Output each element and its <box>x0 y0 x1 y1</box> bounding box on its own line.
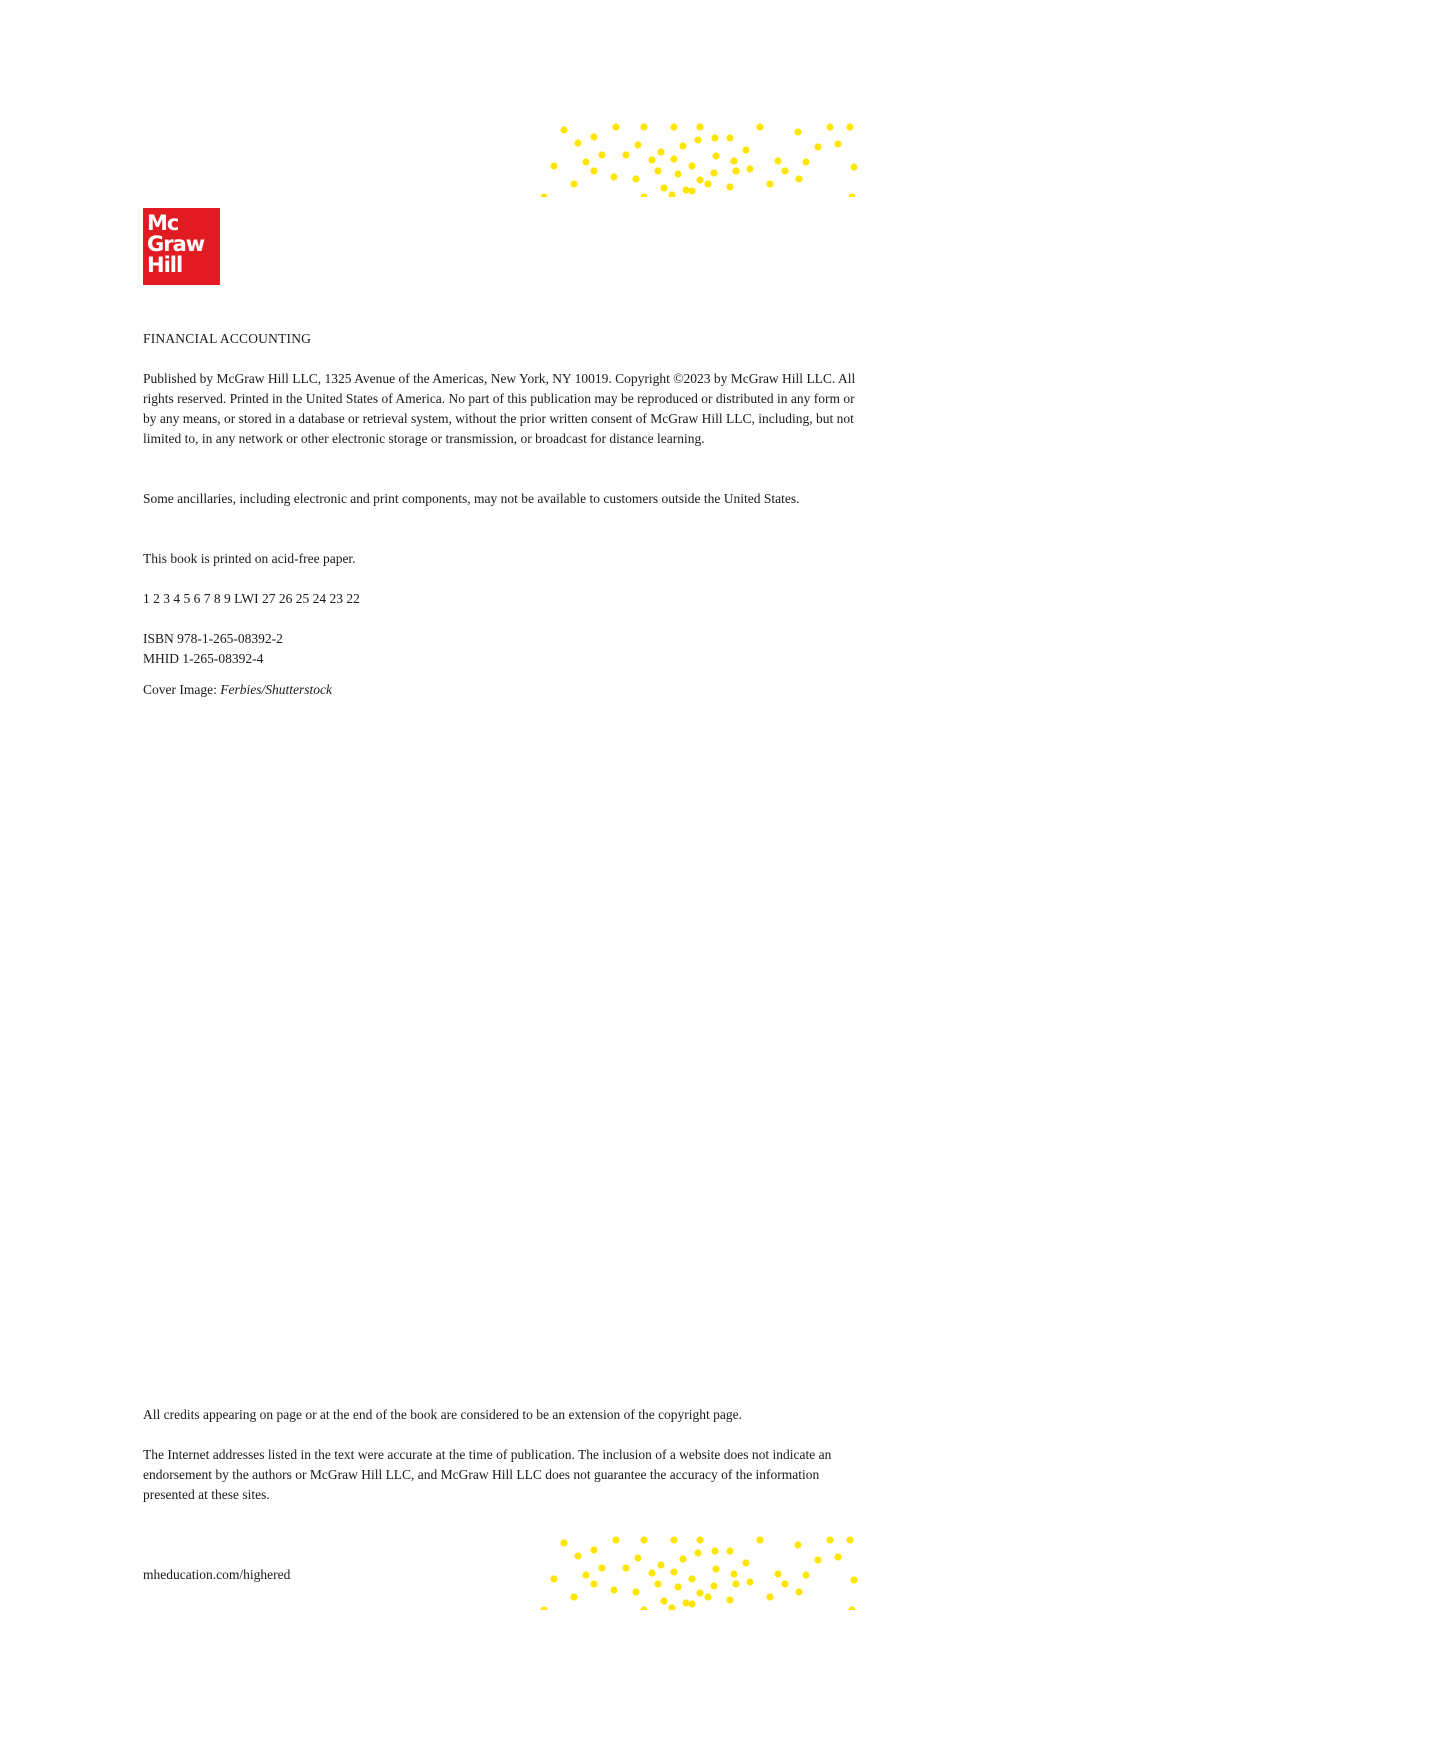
decorative-dot <box>726 1547 733 1554</box>
decorative-dot <box>766 1593 773 1600</box>
decorative-dot <box>781 167 788 174</box>
decorative-dot <box>846 123 853 130</box>
decorative-dot <box>654 1580 661 1587</box>
decorative-dot <box>726 183 733 190</box>
decorative-dot <box>732 167 739 174</box>
cover-image-credit <box>143 680 863 700</box>
website-url: mheducation.com/highered <box>143 1567 291 1582</box>
decorative-dot <box>682 1599 689 1606</box>
decorative-dot <box>710 1582 717 1589</box>
print-line: 1 2 3 4 5 6 7 8 9 LWI 27 26 25 24 23 22 <box>143 591 360 606</box>
decorative-dot <box>730 1570 737 1577</box>
cover-image-label: Cover Image: <box>143 682 221 697</box>
decorative-dot <box>726 134 733 141</box>
decorative-dot <box>540 193 547 197</box>
decorative-dot <box>682 186 689 193</box>
decorative-dot <box>582 1571 589 1578</box>
decorative-dot <box>704 180 711 187</box>
decorative-dot <box>640 123 647 130</box>
decorative-dot <box>610 173 617 180</box>
decorative-dot <box>732 1580 739 1587</box>
decorative-dot <box>550 1575 557 1582</box>
decorative-dot <box>632 1588 639 1595</box>
logo-line-graw: Graw <box>147 232 205 256</box>
decorative-dot <box>612 1536 619 1543</box>
decorative-dot <box>570 180 577 187</box>
decorative-dot <box>696 1536 703 1543</box>
decorative-dot <box>674 1583 681 1590</box>
isbn-number: ISBN 978-1-265-08392-2 <box>143 631 283 646</box>
logo-line-mc: Mc <box>147 211 179 235</box>
decorative-dot <box>590 1580 597 1587</box>
decorative-dot <box>640 1606 647 1610</box>
credits-paragraph: All credits appearing on page or at the end of the book are considered to be an extension of the copyright page. <box>143 1407 743 1422</box>
decorative-dot <box>640 1536 647 1543</box>
decorative-dot <box>679 142 686 149</box>
decorative-dot <box>712 1565 719 1572</box>
decorative-dot <box>648 1569 655 1576</box>
decorative-dot <box>694 1549 701 1556</box>
decorative-dot <box>598 151 605 158</box>
decorative-dot <box>846 1536 853 1543</box>
publisher-copyright-paragraph: Published by McGraw Hill LLC, 1325 Avenue of the Americas, New York, NY 10019. Copyright ©2023 by McGraw Hill LLC. All rights reserved. Printed in the United States of America. No part of this publication may be reproduced or distributed in any form or by any means, or stored in a database or retrieval system, without the prior written consent of McGraw Hill LLC, including, but not limited to, in any network or other electronic storage or transmission, or broadcast for distance learning. <box>143 371 856 446</box>
decorative-dot <box>670 1536 677 1543</box>
decorative-dot <box>766 180 773 187</box>
decorative-dot <box>774 1570 781 1577</box>
dot-pattern-graphic <box>540 1536 890 1610</box>
decorative-dot <box>688 187 695 194</box>
decorative-dot <box>742 146 749 153</box>
decorative-dot <box>848 193 855 197</box>
decorative-dot <box>574 139 581 146</box>
decorative-dot <box>657 1561 664 1568</box>
decorative-dot <box>610 1586 617 1593</box>
decorative-dot <box>694 136 701 143</box>
decorative-dot <box>850 163 857 170</box>
decorative-dot <box>582 158 589 165</box>
decorative-dot <box>540 1606 547 1610</box>
decorative-dot <box>679 1555 686 1562</box>
decorative-dot-pattern-bottom <box>540 1536 890 1610</box>
decorative-dot <box>560 1539 567 1546</box>
decorative-dot <box>826 123 833 130</box>
mhid-number: MHID 1-265-08392-4 <box>143 651 264 666</box>
decorative-dot <box>696 1589 703 1596</box>
decorative-dot <box>590 167 597 174</box>
decorative-dot <box>660 1597 667 1604</box>
decorative-dot <box>774 157 781 164</box>
decorative-dot <box>795 1588 802 1595</box>
decorative-dot <box>746 1578 753 1585</box>
decorative-dot <box>814 143 821 150</box>
book-title: FINANCIAL ACCOUNTING <box>143 331 312 346</box>
decorative-dot <box>634 141 641 148</box>
decorative-dot <box>657 148 664 155</box>
decorative-dot <box>632 175 639 182</box>
decorative-dot <box>826 1536 833 1543</box>
decorative-dot <box>710 169 717 176</box>
decorative-dot <box>634 1554 641 1561</box>
decorative-dot <box>590 1546 597 1553</box>
dot-pattern-graphic <box>540 123 890 197</box>
decorative-dot <box>711 1547 718 1554</box>
decorative-dot <box>814 1556 821 1563</box>
decorative-dot <box>670 123 677 130</box>
decorative-dot <box>688 162 695 169</box>
decorative-dot <box>802 158 809 165</box>
decorative-dot <box>668 1604 675 1610</box>
decorative-dot <box>834 140 841 147</box>
decorative-dot <box>742 1559 749 1566</box>
decorative-dot <box>756 1536 763 1543</box>
decorative-dot <box>654 167 661 174</box>
cover-image-source: Ferbies/Shutterstock <box>220 682 332 697</box>
decorative-dot <box>640 193 647 197</box>
decorative-dot <box>696 123 703 130</box>
decorative-dot-pattern-top <box>540 123 890 197</box>
decorative-dot <box>560 126 567 133</box>
decorative-dot <box>802 1571 809 1578</box>
decorative-dot <box>711 134 718 141</box>
internet-disclaimer-paragraph: The Internet addresses listed in the text were accurate at the time of publication. The inclusion of a website does not indicate an endorsement by the authors or McGraw Hill LLC, and McGraw Hill LLC does not guarantee the accuracy of the information presented at these sites. <box>143 1447 832 1502</box>
decorative-dot <box>622 151 629 158</box>
decorative-dot <box>670 155 677 162</box>
logo-line-hill: Hill <box>147 253 183 277</box>
decorative-dot <box>756 123 763 130</box>
mcgraw-hill-logo <box>143 208 220 285</box>
decorative-dot <box>688 1600 695 1607</box>
decorative-dot <box>696 176 703 183</box>
decorative-dot <box>648 156 655 163</box>
decorative-dot <box>794 1541 801 1548</box>
decorative-dot <box>670 1568 677 1575</box>
decorative-dot <box>660 184 667 191</box>
decorative-dot <box>612 123 619 130</box>
decorative-dot <box>746 165 753 172</box>
decorative-dot <box>850 1576 857 1583</box>
acid-free-note: This book is printed on acid-free paper. <box>143 551 356 566</box>
decorative-dot <box>674 170 681 177</box>
decorative-dot <box>622 1564 629 1571</box>
decorative-dot <box>704 1593 711 1600</box>
decorative-dot <box>848 1606 855 1610</box>
decorative-dot <box>726 1596 733 1603</box>
decorative-dot <box>795 175 802 182</box>
decorative-dot <box>574 1552 581 1559</box>
decorative-dot <box>668 191 675 197</box>
decorative-dot <box>688 1575 695 1582</box>
decorative-dot <box>550 162 557 169</box>
decorative-dot <box>590 133 597 140</box>
decorative-dot <box>730 157 737 164</box>
decorative-dot <box>794 128 801 135</box>
decorative-dot <box>834 1553 841 1560</box>
decorative-dot <box>712 152 719 159</box>
ancillaries-paragraph: Some ancillaries, including electronic and print components, may not be available to customers outside the United States. <box>143 491 800 506</box>
decorative-dot <box>570 1593 577 1600</box>
decorative-dot <box>598 1564 605 1571</box>
decorative-dot <box>781 1580 788 1587</box>
